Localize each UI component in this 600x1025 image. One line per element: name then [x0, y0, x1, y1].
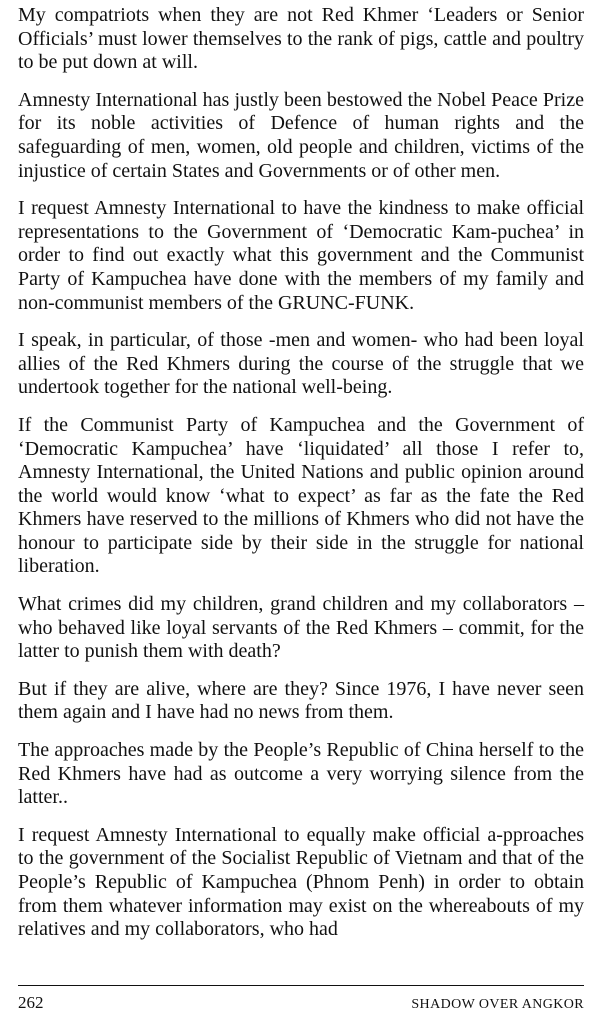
- paragraph: If the Communist Party of Kampuchea and the Government of ‘Democratic Kampuchea’ have ‘liquidated’ all those I refer to, Amnesty International, the United Nations and public opinion around the world would know ‘what to expect’ as far as the fate the Red Khmers have reserved to the millions of Khmers who did not have the honour to participate side by their side in the struggle for national liberation.: [18, 413, 584, 578]
- paragraph: My compatriots when they are not Red Khmer ‘Leaders or Senior Officials’ must lower themselves to the rank of pigs, cattle and poultry to be put down at will.: [18, 4, 584, 74]
- page-footer: [18, 993, 584, 1013]
- paragraph: What crimes did my children, grand children and my collaborators – who behaved like loyal servants of the Red Khmers – commit, for the latter to punish them with death?: [18, 593, 584, 663]
- paragraph: Amnesty International has justly been bestowed the Nobel Peace Prize for its noble activities of Defence of human rights and the safeguarding of men, women, old people and children, victims of the injustice of certain States and Governments or of other men.: [18, 88, 584, 182]
- page-body: [18, 4, 584, 956]
- paragraph: But if they are alive, where are they? Since 1976, I have never seen them again and I have had no news from them.: [18, 677, 584, 724]
- paragraph: I request Amnesty International to equally make official a-pproaches to the government of the Socialist Republic of Vietnam and that of the People’s Republic of Kampuchea (Phnom Penh) in order to obtain from them whatever information may exist on the whereabouts of my relatives and my collaborators, who had: [18, 823, 584, 941]
- page-number: 262: [18, 993, 44, 1012]
- paragraph: The approaches made by the People’s Republic of China herself to the Red Khmers have had as outcome a very worrying silence from the latter..: [18, 739, 584, 809]
- paragraph: I request Amnesty International to have the kindness to make official representations to the Government of ‘Democratic Kam-puchea’ in order to find out exactly what this government and the Communist Party of Kampuchea have done with the members of my family and non-communist members of the GRUNC-FUNK.: [18, 197, 584, 314]
- running-title: SHADOW OVER ANGKOR: [411, 997, 584, 1012]
- paragraph: I speak, in particular, of those -men and women- who had been loyal allies of the Red Khmers during the course of the struggle that we undertook together for the national well-being.: [18, 329, 584, 399]
- footer-rule: [18, 985, 584, 986]
